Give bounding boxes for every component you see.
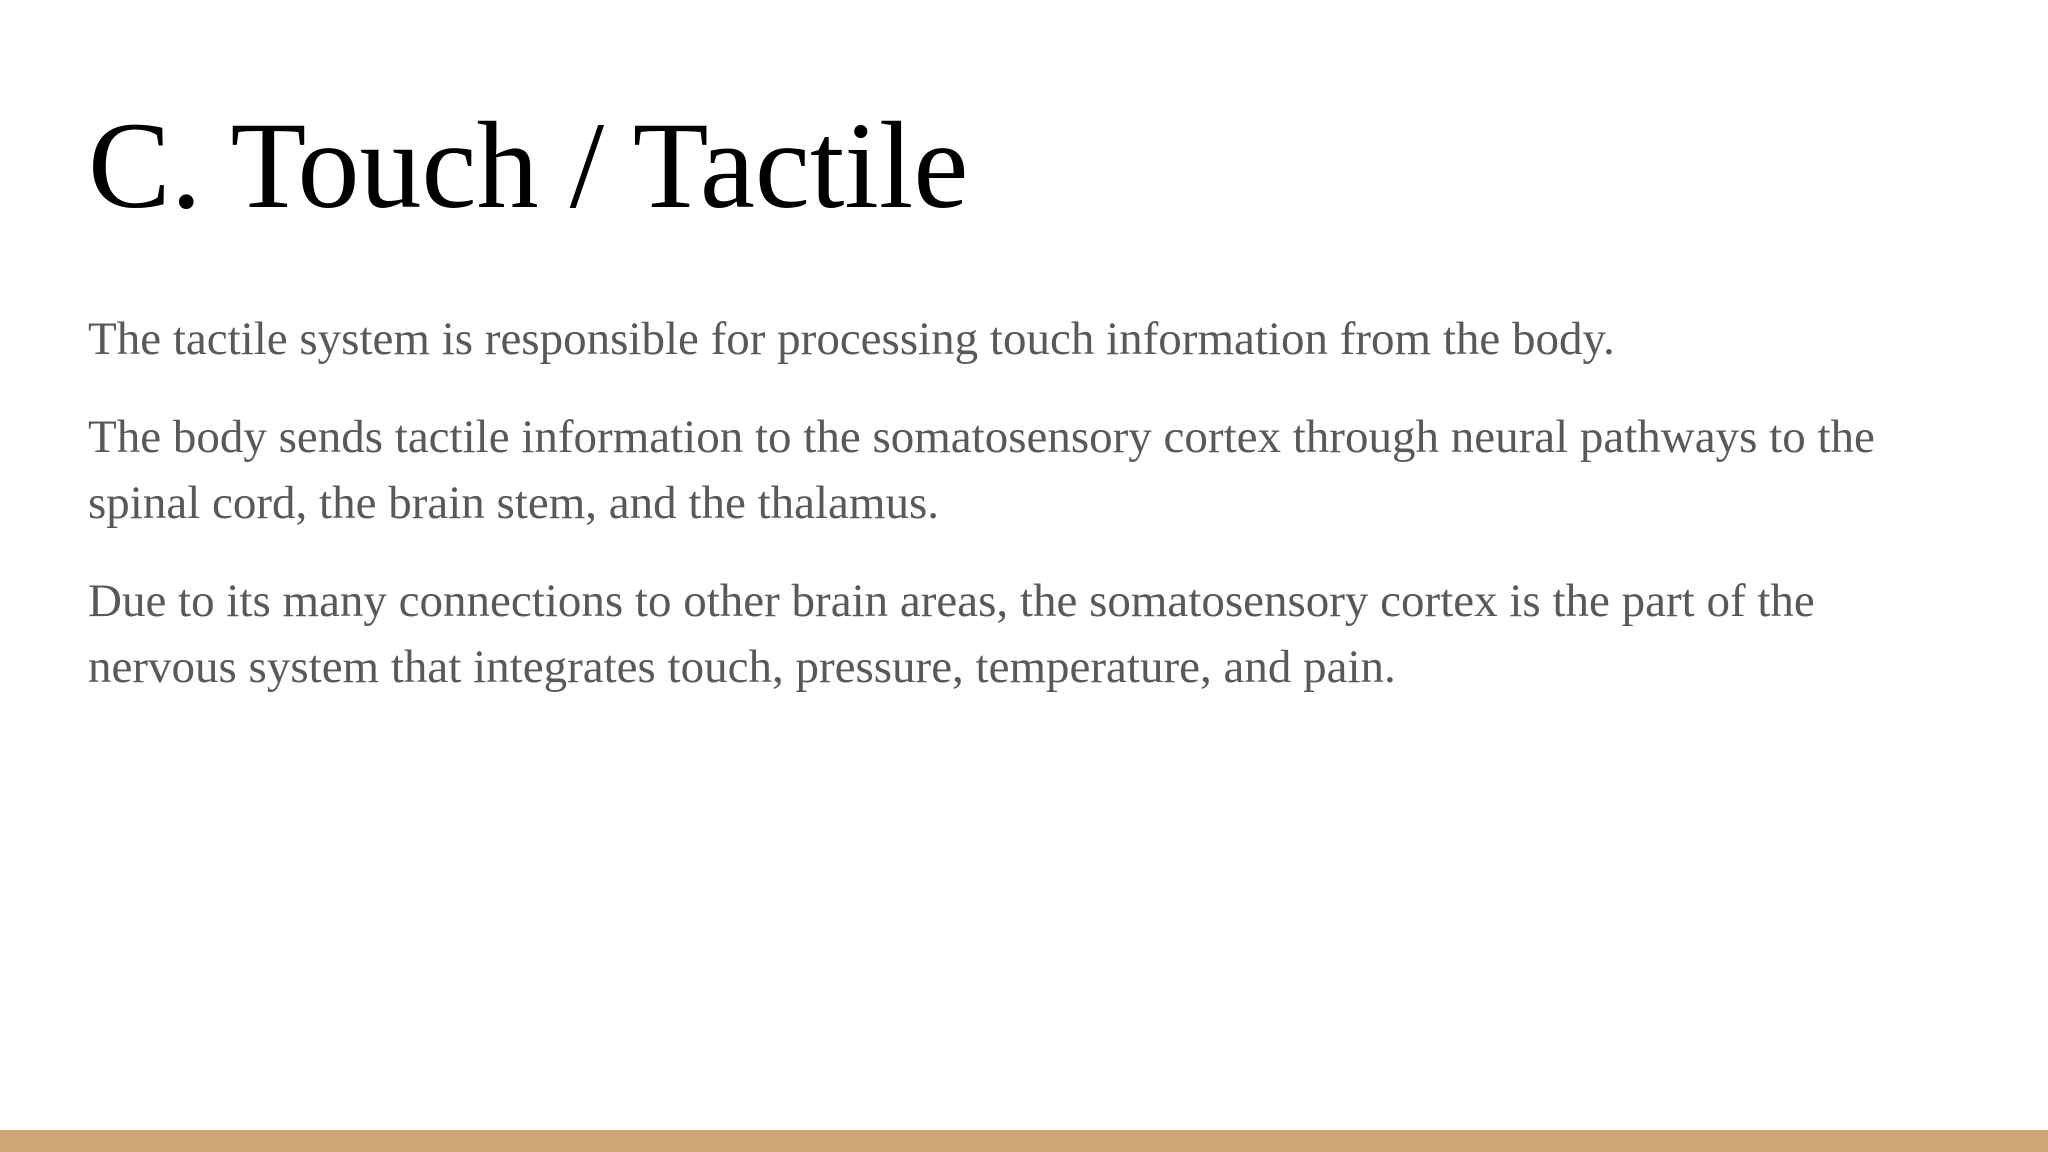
- body-paragraph: Due to its many connections to other brain areas, the somatosensory cortex is the part of the nervous system that integrates touch, pressure, temperature, and pain.: [88, 575, 1815, 693]
- body-paragraph: The body sends tactile information to the somatosensory cortex through neural pathways to the spinal cord, the brain stem, and the thalamus.: [88, 411, 1875, 529]
- accent-bar: [0, 1130, 2048, 1152]
- slide-body: [88, 306, 1968, 732]
- body-paragraph: The tactile system is responsible for processing touch information from the body.: [88, 313, 1615, 365]
- slide-title: C. Touch / Tactile: [88, 97, 969, 234]
